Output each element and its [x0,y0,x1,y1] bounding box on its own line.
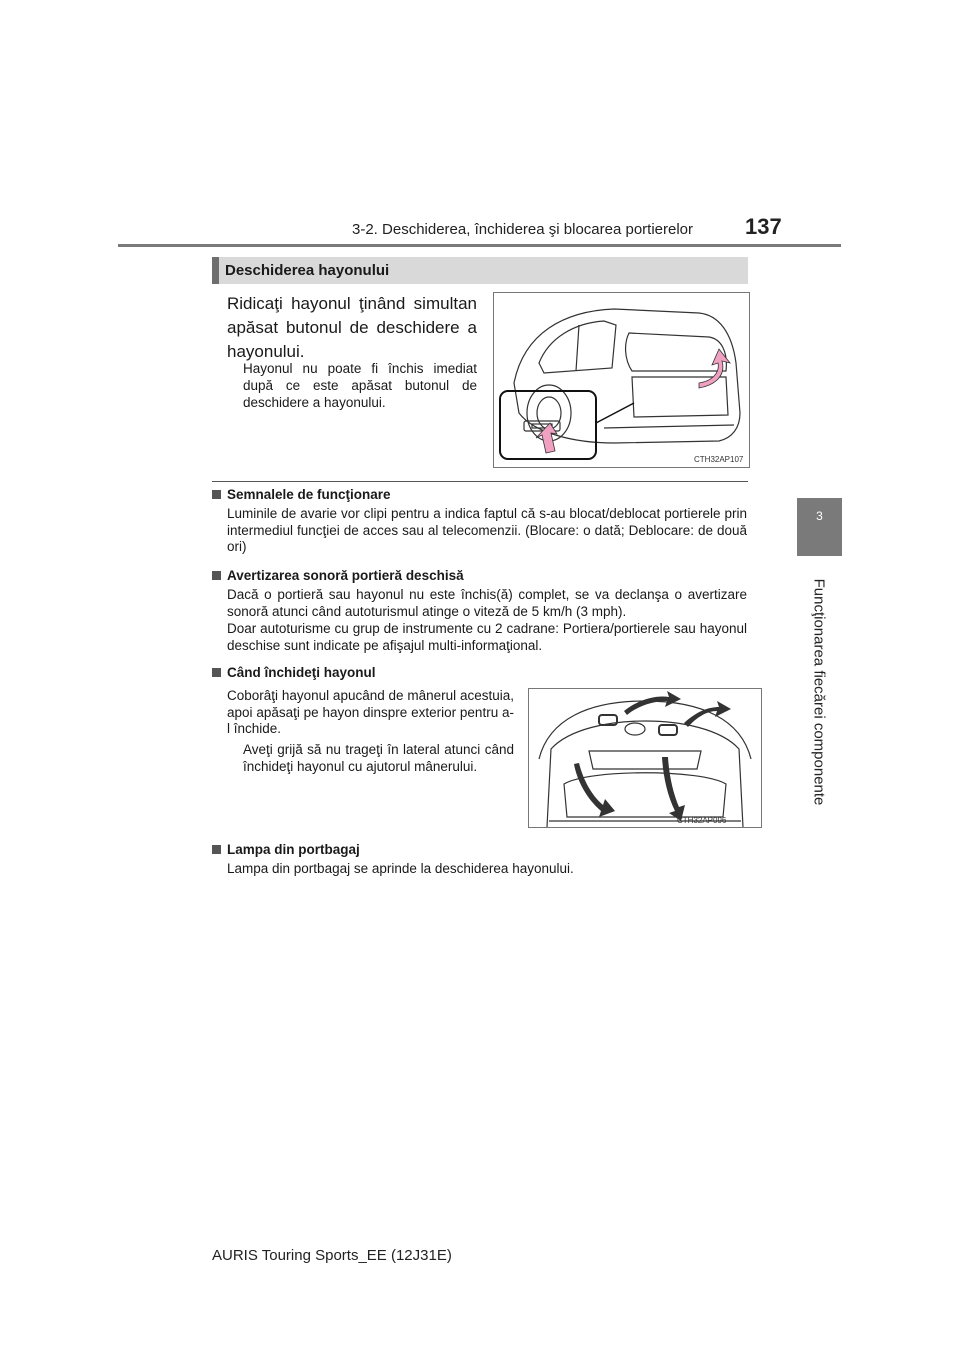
subsection-text-2: Doar autoturisme cu grup de instrumente cu 2 cadrane: Portiera/portierele sau hayonul deschise sunt indicate pe afişajul multi-informaţional. [227,621,747,653]
subsection-heading [212,665,376,680]
page-number: 137 [745,214,782,239]
header-rule [118,244,841,247]
subsection-heading-text: Când închideţi hayonul [227,665,376,680]
chapter-side-tab [797,498,842,556]
subsection-text: Luminile de avarie vor clipi pentru a indica faptul că s-au blocat/deblocat portierele prin intermediul funcţiei de acces sau al telecomenzii. (Blocare: o dată; Deblocare: de două ori) [227,506,747,554]
subsection-heading [212,568,464,583]
square-bullet-icon [212,490,221,499]
subsection-text: Lampa din portbagaj se aprinde la deschiderea hayonului. [227,861,574,876]
figure-tailgate-open [493,292,750,468]
section-title: Deschiderea hayonului [225,262,390,279]
subsection-text: Dacă o portieră sau hayonul nu este închis(ă) complet, se va declanşa o avertizare sonoră atunci când autoturismul atinge o viteză de 5 km/h (3 mph). [227,587,747,619]
subsection-heading [212,487,391,502]
subsection-note: Aveţi grijă să nu trageţi în lateral atunci când închideţi hayonul cu ajutorul mânerului. [243,742,514,774]
footer-model: AURIS Touring Sports_EE (12J31E) [212,1247,452,1264]
chapter-tab-number: 3 [816,509,823,523]
square-bullet-icon [212,668,221,677]
chapter-title: 3-2. Deschiderea, închiderea şi blocarea portierelor [352,221,694,238]
chapter-vertical-label: Funcţionarea fiecărei componente [810,578,828,806]
figure-tailgate-close [528,688,762,828]
square-bullet-icon [212,571,221,580]
section-divider [212,481,748,482]
subsection-heading [212,842,360,857]
figure-code: CTH32AP096 [677,816,727,825]
square-bullet-icon [212,845,221,854]
subsection-heading-text: Avertizarea sonoră portieră deschisă [227,568,464,583]
car-rear-illustration [494,293,749,467]
figure-code: CTH32AP107 [694,455,744,464]
subsection-heading-text: Lampa din portbagaj [227,842,360,857]
main-instruction: Ridicaţi hayonul ţinând simultan apăsat butonul de deschidere a hayonului. [227,294,477,361]
subsection-heading-text: Semnalele de funcţionare [227,487,391,502]
subsection-text: Coborâţi hayonul apucând de mânerul acestuia, apoi apăsaţi pe hayon dinspre exterior pentru a-l închide. [227,688,514,736]
instruction-note: Hayonul nu poate fi închis imediat după ce este apăsat butonul de deschidere a hayonului. [243,361,477,410]
tailgate-interior-illustration [529,689,761,827]
